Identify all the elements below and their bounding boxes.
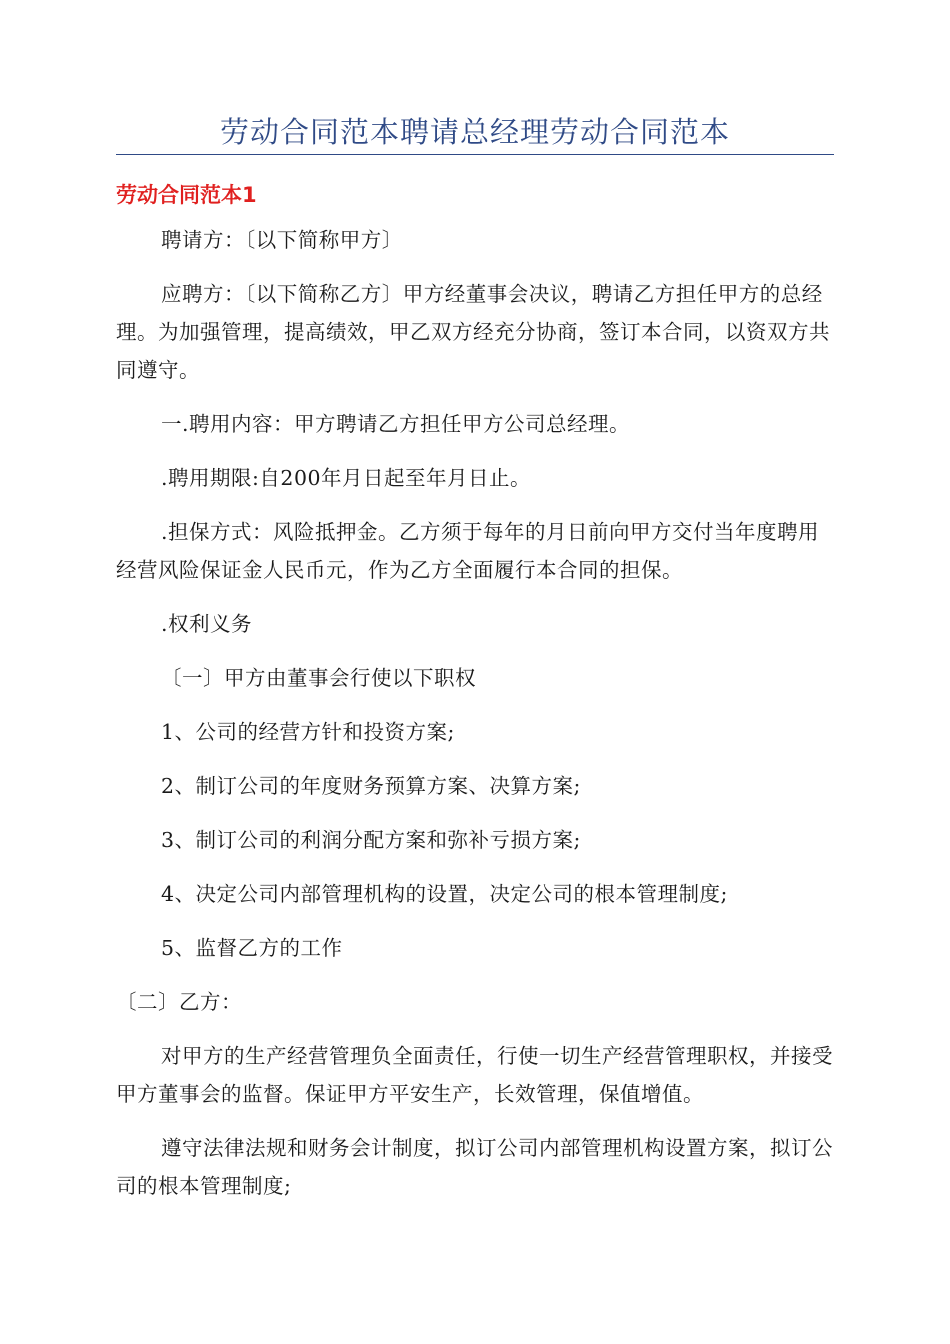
list-item: 3、制订公司的利润分配方案和弥补亏损方案; [161,828,581,852]
title-underline [116,154,834,155]
list-item: 1、公司的经营方针和投资方案; [161,720,455,744]
paragraph-party-a-powers: 〔一〕甲方由董事会行使以下职权 [161,666,476,690]
paragraph-rights: .权利义务 [161,612,253,636]
paragraph-responsibility: 对甲方的生产经营管理负全面责任，行使一切生产经营管理职权，并接受甲方董事会的监督。保证甲方平安生产，长效管理，保值增值。 [116,1044,833,1106]
list-item: 2、制订公司的年度财务预算方案、决算方案; [161,774,581,798]
list-item: 4、决定公司内部管理机构的设置，决定公司的根本管理制度; [161,882,728,906]
paragraph-term: .聘用期限:自200年月日起至年月日止。 [161,466,532,490]
paragraph-content: 一.聘用内容：甲方聘请乙方担任甲方公司总经理。 [161,412,631,436]
document-title: 劳动合同范本聘请总经理劳动合同范本 [219,115,730,149]
paragraph-guarantee: .担保方式：风险抵押金。乙方须于每年的月日前向甲方交付当年度聘用经营风险保证金人民币元，作为乙方全面履行本合同的担保。 [116,520,820,582]
section-heading: 劳动合同范本1 [116,183,257,207]
paragraph-party-b: 〔二〕乙方： [116,990,242,1014]
list-item: 5、监督乙方的工作 [161,936,343,960]
paragraph-employer: 聘请方：〔以下简称甲方〕 [161,228,403,252]
paragraph-compliance: 遵守法律法规和财务会计制度，拟订公司内部管理机构设置方案，拟订公司的根本管理制度; [116,1136,833,1198]
paragraph-employee: 应聘方：〔以下简称乙方〕甲方经董事会决议，聘请乙方担任甲方的总经理。为加强管理，提高绩效，甲乙双方经充分协商，签订本合同，以资双方共同遵守。 [116,282,830,382]
